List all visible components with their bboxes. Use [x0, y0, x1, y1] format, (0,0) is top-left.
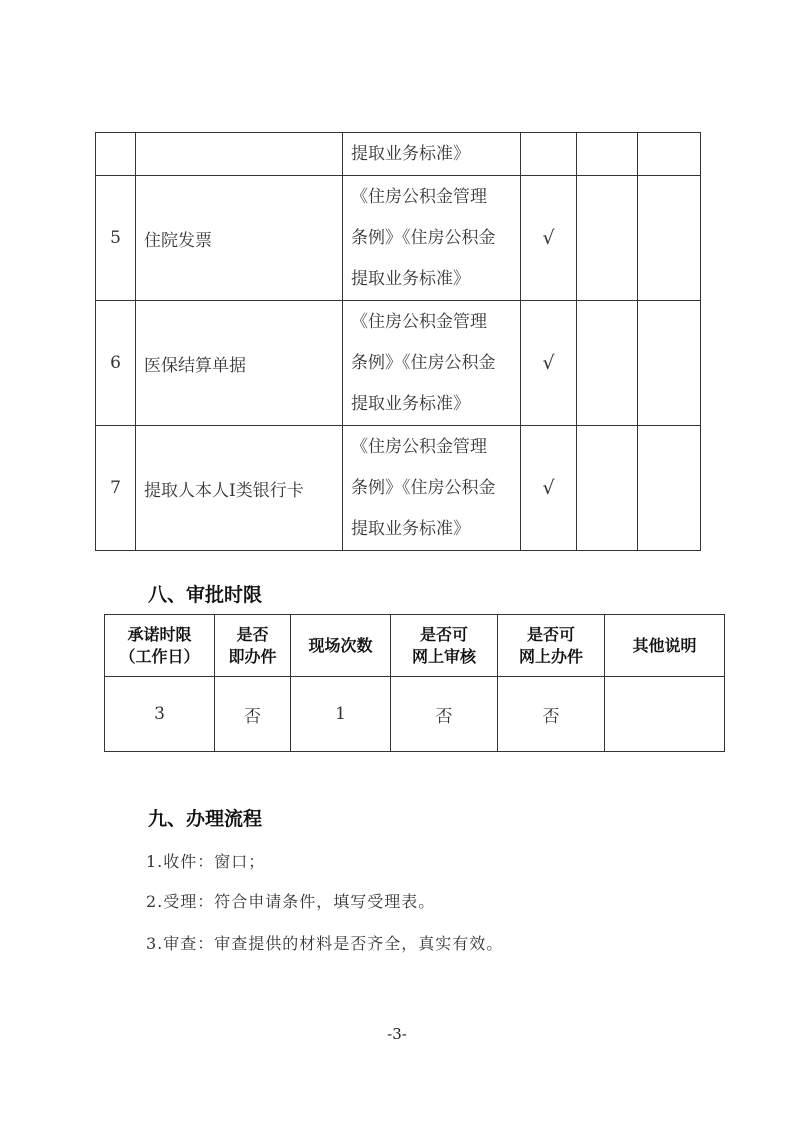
approval-time-limit-table — [104, 614, 725, 752]
empty-cell — [577, 133, 638, 176]
header-line: 承诺时限 — [127, 624, 192, 644]
process-step: 3.审查：审查提供的材料是否齐全，真实有效。 — [146, 934, 504, 953]
header-line: 其他说明 — [632, 635, 697, 655]
legal-basis-line: 提取业务标准》 — [351, 268, 470, 289]
empty-cell — [638, 176, 701, 301]
checkmark — [521, 133, 577, 176]
row-index: 5 — [96, 176, 136, 301]
process-step: 2.受理：符合申请条件，填写受理表。 — [146, 892, 436, 911]
header-onsite-visits — [291, 615, 391, 677]
header-line: （工作日） — [119, 646, 200, 666]
legal-basis-line: 条例》《住房公积金 — [351, 352, 496, 373]
value-onsite-visits: 1 — [291, 677, 391, 752]
material-name: 住院发票 — [136, 176, 343, 301]
materials-table — [95, 132, 701, 551]
header-line: 是否可 — [526, 624, 575, 644]
checkmark: √ — [521, 176, 577, 301]
legal-basis-line: 提取业务标准》 — [351, 393, 470, 414]
table-row — [96, 176, 701, 301]
legal-basis — [343, 301, 521, 426]
legal-basis — [343, 176, 521, 301]
empty-cell — [638, 301, 701, 426]
header-line: 网上审核 — [411, 646, 476, 666]
table-row — [96, 133, 701, 176]
legal-basis-line: 提取业务标准》 — [351, 518, 470, 539]
header-immediate-processing — [215, 615, 291, 677]
header-line: 是否可 — [419, 624, 468, 644]
legal-basis-line: 条例》《住房公积金 — [351, 477, 496, 498]
legal-basis-line: 条例》《住房公积金 — [351, 227, 496, 248]
header-online-processing — [498, 615, 605, 677]
row-index: 7 — [96, 426, 136, 551]
empty-cell — [638, 426, 701, 551]
legal-basis-line: 《住房公积金管理 — [351, 186, 487, 207]
checkmark: √ — [521, 301, 577, 426]
table-row — [96, 426, 701, 551]
legal-basis — [343, 426, 521, 551]
process-step: 1.收件：窗口； — [146, 852, 266, 871]
header-other-notes — [605, 615, 725, 677]
header-online-review — [391, 615, 498, 677]
legal-basis-line: 《住房公积金管理 — [351, 436, 487, 457]
material-name — [136, 133, 343, 176]
table-header-row — [105, 615, 725, 677]
empty-cell — [577, 301, 638, 426]
page-number: -3- — [387, 1025, 407, 1043]
empty-cell — [577, 426, 638, 551]
value-promised-time-limit: 3 — [105, 677, 215, 752]
empty-cell — [638, 133, 701, 176]
value-other-notes — [605, 677, 725, 752]
section-9-title: 九、办理流程 — [148, 808, 263, 830]
row-index — [96, 133, 136, 176]
header-line: 即办件 — [228, 646, 277, 666]
legal-basis-line: 提取业务标准》 — [351, 143, 470, 164]
table-row — [105, 677, 725, 752]
section-8-title: 八、审批时限 — [148, 584, 263, 606]
empty-cell — [577, 176, 638, 301]
header-line: 是否 — [236, 624, 269, 644]
value-online-processing: 否 — [498, 677, 605, 752]
legal-basis — [343, 133, 521, 176]
table-row — [96, 301, 701, 426]
legal-basis-line: 《住房公积金管理 — [351, 311, 487, 332]
header-line: 网上办件 — [518, 646, 583, 666]
value-online-review: 否 — [391, 677, 498, 752]
header-line: 现场次数 — [308, 635, 373, 655]
value-immediate-processing: 否 — [215, 677, 291, 752]
material-name: 提取人本人I类银行卡 — [136, 426, 343, 551]
material-name: 医保结算单据 — [136, 301, 343, 426]
checkmark: √ — [521, 426, 577, 551]
row-index: 6 — [96, 301, 136, 426]
header-promised-time-limit — [105, 615, 215, 677]
